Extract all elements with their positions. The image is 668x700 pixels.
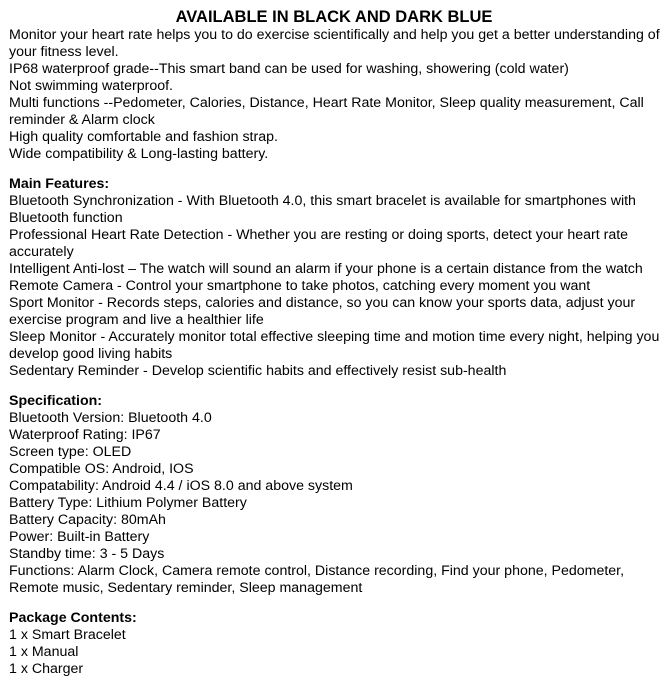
feature-item: Bluetooth Synchronization - With Bluetooth 4.0, this smart bracelet is available for smartphones with Bluetooth function — [9, 193, 636, 226]
feature-item: Professional Heart Rate Detection - Whether you are resting or doing sports, detect your heart rate accurately — [9, 227, 629, 260]
package-contents-heading: Package Contents: — [9, 610, 137, 626]
spec-item: Screen type: OLED — [9, 444, 132, 460]
main-features-section — [9, 176, 665, 380]
spec-item: Compatability: Android 4.4 / iOS 8.0 and above system — [9, 478, 353, 494]
intro-line: High quality comfortable and fashion strap. — [9, 129, 278, 145]
spec-item: Waterproof Rating: IP67 — [9, 427, 161, 443]
intro-line: Wide compatibility & Long-lasting battery. — [9, 146, 269, 162]
package-item: 1 x Manual — [9, 644, 79, 660]
spec-item: Power: Built-in Battery — [9, 529, 150, 545]
feature-item: Sedentary Reminder - Develop scientific habits and effectively resist sub-health — [9, 363, 507, 379]
spec-item: Compatible OS: Android, IOS — [9, 461, 194, 477]
spec-item: Battery Type: Lithium Polymer Battery — [9, 495, 247, 511]
intro-line: Not swimming waterproof. — [9, 78, 173, 94]
spec-item: Functions: Alarm Clock, Camera remote control, Distance recording, Find your phone, Pedometer, Remote music, Sedentary reminder, Sleep management — [9, 563, 625, 596]
intro-line: Multi functions --Pedometer, Calories, Distance, Heart Rate Monitor, Sleep quality measurement, Call reminder & Alarm clock — [9, 95, 644, 128]
feature-item: Sport Monitor - Records steps, calories and distance, so you can know your sports data, adjust your exercise program and live a healthier life — [9, 295, 636, 328]
spec-item: Bluetooth Version: Bluetooth 4.0 — [9, 410, 212, 426]
page-title: AVAILABLE IN BLACK AND DARK BLUE — [175, 8, 493, 26]
package-contents-section — [9, 610, 665, 678]
package-item: 1 x Smart Bracelet — [9, 627, 126, 643]
product-description — [9, 8, 665, 678]
intro-line: Monitor your heart rate helps you to do exercise scientifically and help you get a better understanding of your fitness level. — [9, 27, 660, 60]
spec-item: Battery Capacity: 80mAh — [9, 512, 166, 528]
main-features-heading: Main Features: — [9, 176, 110, 192]
feature-item: Intelligent Anti-lost – The watch will sound an alarm if your phone is a certain distance from the watch — [9, 261, 643, 277]
feature-item: Sleep Monitor - Accurately monitor total effective sleeping time and motion time every night, helping you develop good living habits — [9, 329, 660, 362]
specification-heading: Specification: — [9, 393, 103, 409]
feature-item: Remote Camera - Control your smartphone to take photos, catching every moment you want — [9, 278, 591, 294]
intro-block — [9, 27, 665, 163]
package-item: 1 x Charger — [9, 661, 84, 677]
specification-section — [9, 393, 665, 597]
intro-line: IP68 waterproof grade--This smart band can be used for washing, showering (cold water) — [9, 61, 569, 77]
spec-item: Standby time: 3 - 5 Days — [9, 546, 165, 562]
